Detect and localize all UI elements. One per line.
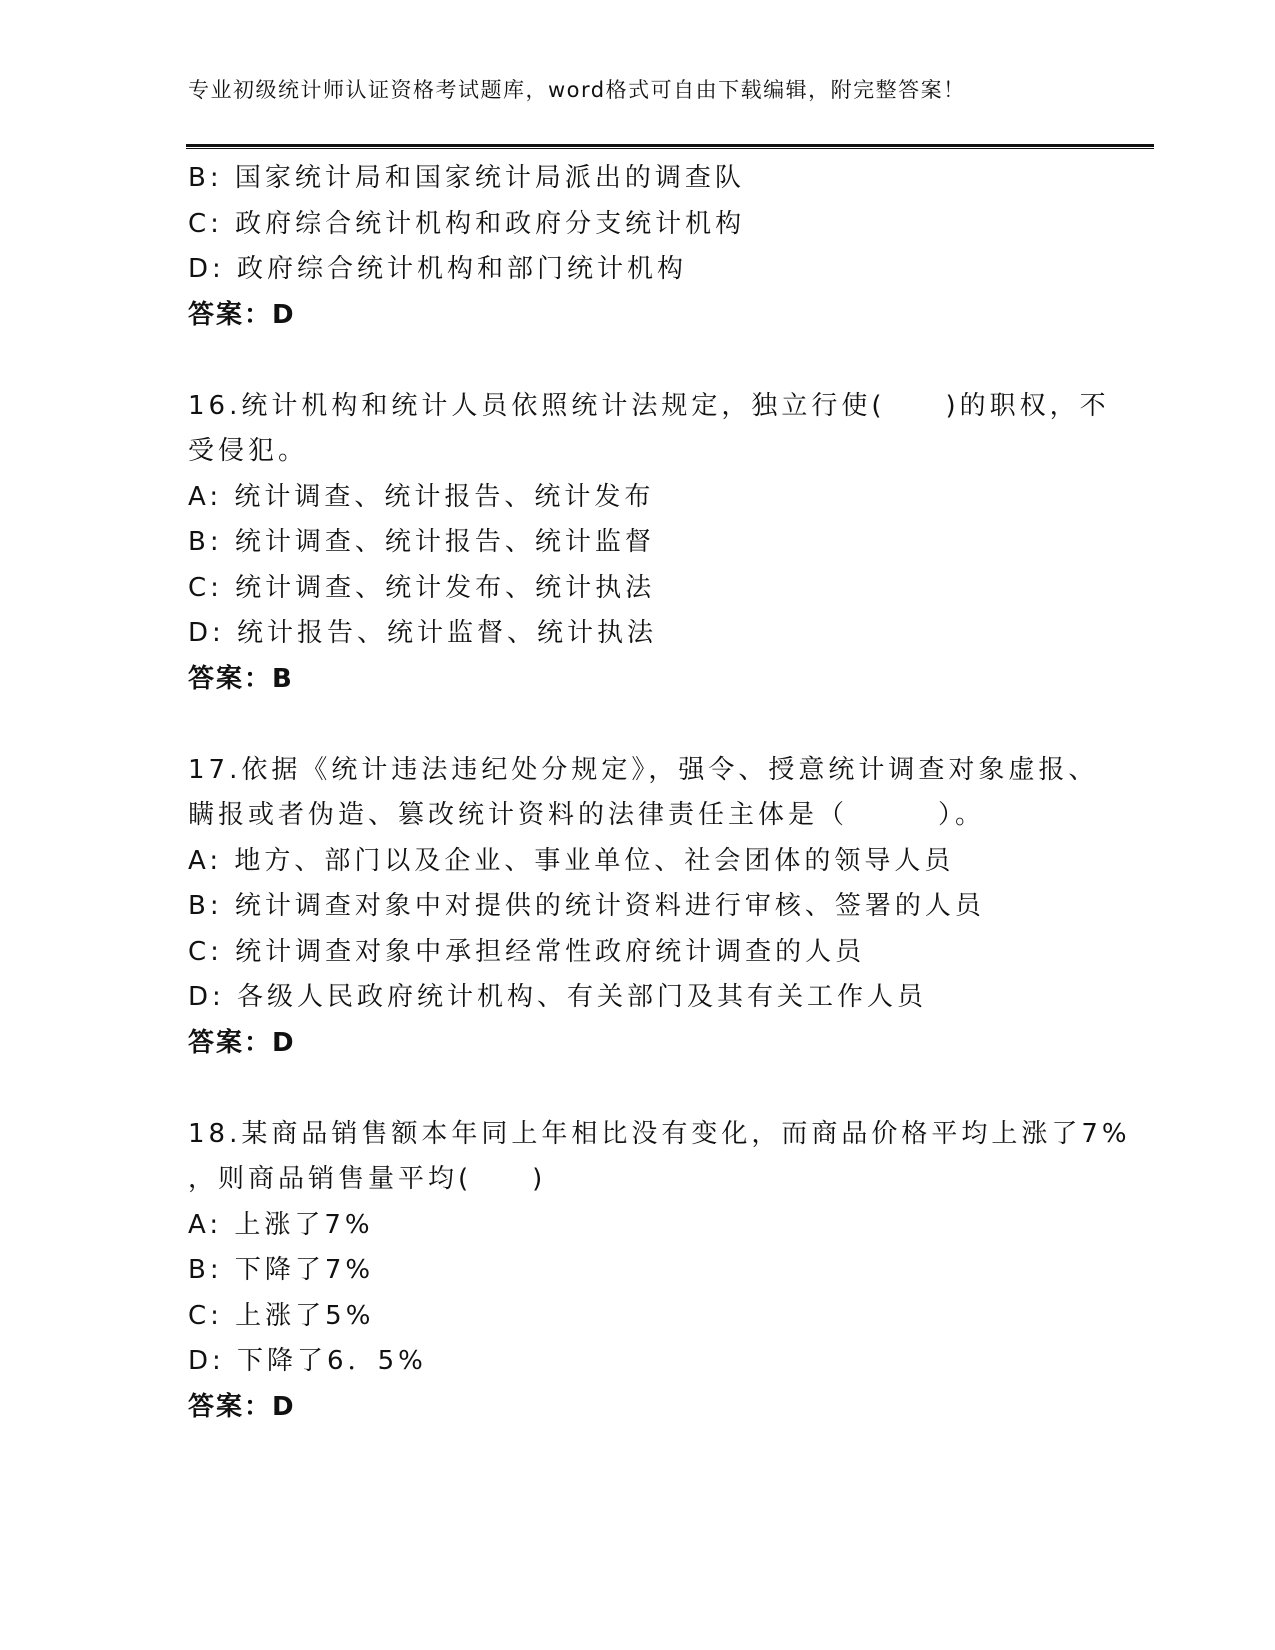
- answer: 答案：D: [188, 1027, 296, 1058]
- option-c: C: 统计调查对象中承担经常性政府统计调查的人员: [188, 936, 866, 967]
- prev-question: [188, 156, 1108, 338]
- document-body: [188, 156, 1131, 1430]
- question-text: 18.某商品销售额本年同上年相比没有变化，而商品价格平均上涨了7%: [188, 1118, 1131, 1149]
- option-d: D: 政府综合统计机构和部门统计机构: [188, 254, 688, 284]
- option-c: C: 统计调查、统计发布、统计执法: [188, 572, 656, 603]
- option-b: B: 下降了7%: [188, 1255, 375, 1285]
- spacer: [188, 338, 1108, 384]
- option-c: C: 上涨了5%: [188, 1300, 375, 1331]
- question-17: [188, 748, 1108, 1067]
- question-18: [188, 1112, 1131, 1431]
- question-text: ，则商品销售量平均( ): [188, 1164, 547, 1194]
- question-text: 受侵犯。: [188, 436, 309, 466]
- option-d: D: 各级人民政府统计机构、有关部门及其有关工作人员: [188, 982, 928, 1012]
- page-header: 专业初级统计师认证资格考试题库，word格式可自由下载编辑，附完整答案！: [188, 78, 966, 102]
- option-b: B: 国家统计局和国家统计局派出的调查队: [188, 163, 745, 193]
- spacer: [188, 1066, 1108, 1112]
- header-divider: [186, 144, 1154, 149]
- option-c: C: 政府综合统计机构和政府分支统计机构: [188, 208, 746, 239]
- option-d: D: 下降了6．5%: [188, 1346, 427, 1376]
- answer: 答案：D: [188, 299, 296, 330]
- option-b: B: 统计调查对象中对提供的统计资料进行审核、签署的人员: [188, 891, 985, 921]
- spacer: [188, 702, 1108, 748]
- option-b: B: 统计调查、统计报告、统计监督: [188, 527, 655, 557]
- question-16: [188, 384, 1108, 703]
- question-text: 17.依据《统计违法违纪处分规定》，强令、授意统计调查对象虚报、: [188, 754, 1099, 785]
- option-a: A: 统计调查、统计报告、统计发布: [188, 481, 655, 512]
- question-text: 瞒报或者伪造、篡改统计资料的法律责任主体是（ ）。: [188, 800, 986, 830]
- option-a: A: 上涨了7%: [188, 1209, 374, 1240]
- option-d: D: 统计报告、统计监督、统计执法: [188, 618, 658, 648]
- option-a: A: 地方、部门以及企业、事业单位、社会团体的领导人员: [188, 845, 955, 876]
- question-text: 16.统计机构和统计人员依照统计法规定，独立行使( )的职权，不: [188, 390, 1110, 421]
- answer: 答案：D: [188, 1391, 296, 1422]
- answer: 答案：B: [188, 663, 294, 694]
